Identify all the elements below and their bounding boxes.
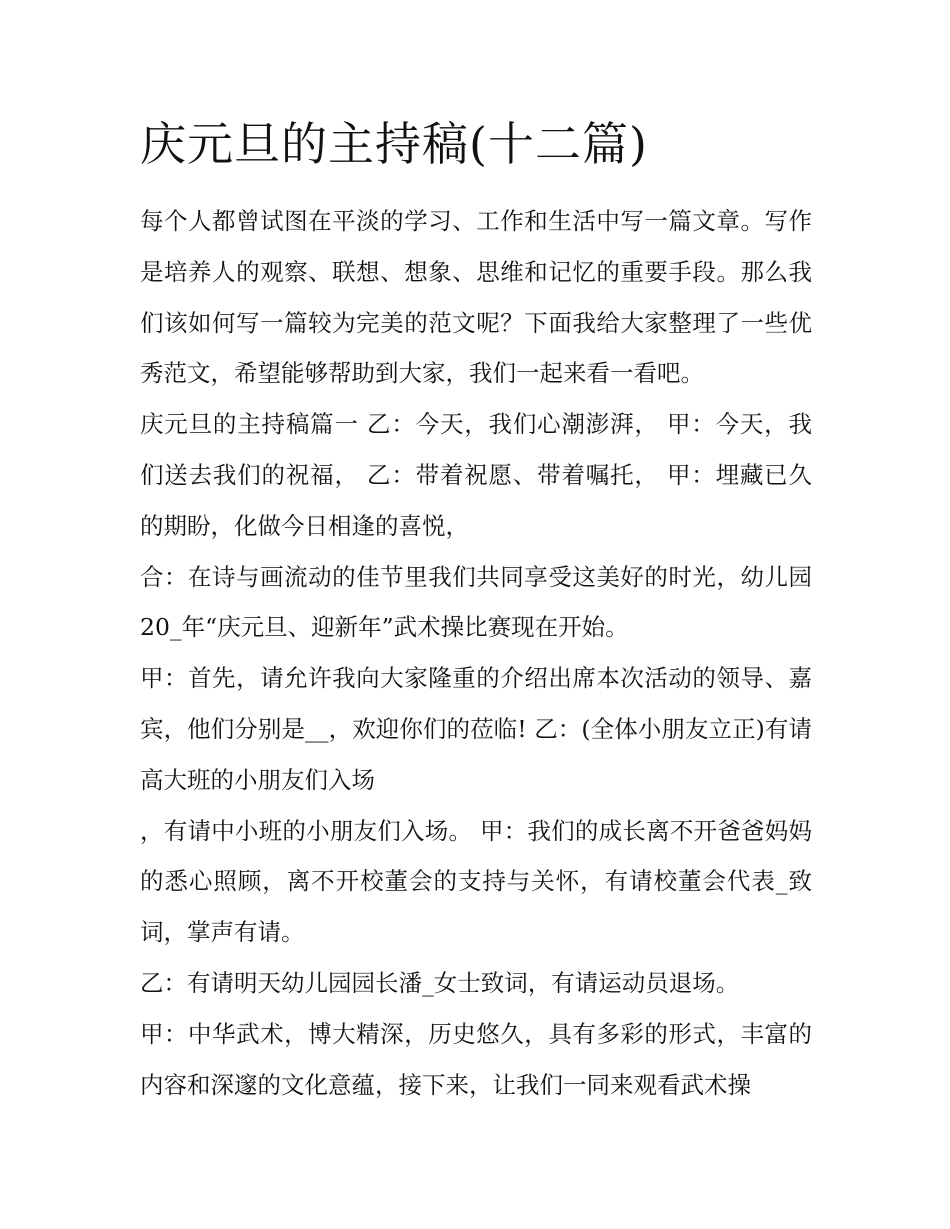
- paragraph-class-entrance: ，有请中小班的小朋友们入场。 甲：我们的成长离不开爸爸妈妈的悉心照顾，离不开校董会的支持与关怀，有请校董会代表_致词，掌声有请。: [140, 816, 812, 947]
- document-body: [140, 112, 812, 1110]
- paragraph-martial-arts: 甲：中华武术，博大精深，历史悠久，具有多彩的形式，丰富的内容和深邃的文化意蕴，接下来，让我们一同来观看武术操: [140, 1019, 812, 1099]
- paragraph-intro: 每个人都曾试图在平淡的学习、工作和生活中写一篇文章。写作是培养人的观察、联想、想象、思维和记忆的重要手段。那么我们该如何写一篇较为完美的范文呢？下面我给大家整理了一些优秀范文，希望能够帮助到大家，我们一起来看一看吧。: [140, 207, 812, 388]
- document-title: 庆元旦的主持稿(十二篇): [140, 117, 648, 171]
- paragraph-principal-speech: 乙：有请明天幼儿园园长潘_女士致词，有请运动员退场。: [140, 968, 740, 997]
- paragraph-guest-introduction: 甲：首先，请允许我向大家隆重的介绍出席本次活动的领导、嘉宾，他们分别是__，欢迎你们的莅临! 乙：(全体小朋友立正)有请高大班的小朋友们入场: [140, 664, 812, 794]
- paragraph-script-opening: 庆元旦的主持稿篇一 乙：今天，我们心潮澎湃， 甲：今天，我们送去我们的祝福， 乙：带着祝愿、带着嘱托， 甲：埋藏已久的期盼，化做今日相逢的喜悦，: [140, 410, 812, 540]
- paragraph-joint-announcement: 合：在诗与画流动的佳节里我们共同享受这美好的时光，幼儿园20_年“庆元旦、迎新年”武术操比赛现在开始。: [140, 562, 812, 642]
